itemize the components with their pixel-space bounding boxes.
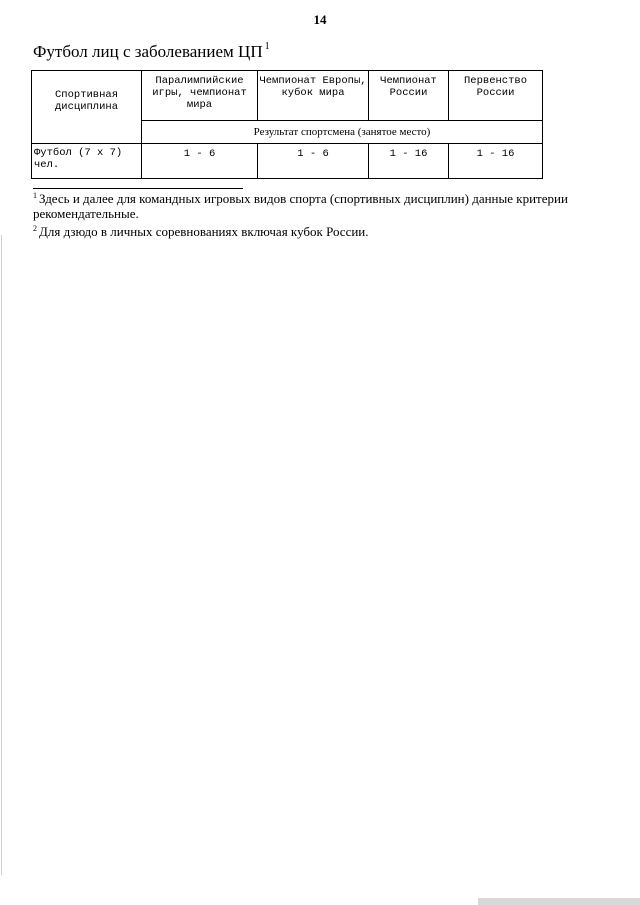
header-paralympic: Паралимпийские игры, чемпионат мира [142, 71, 258, 121]
page-number: 14 [313, 12, 327, 27]
footnotes [33, 188, 573, 239]
header-russia-championship: Чемпионат России [369, 71, 449, 121]
footnote-1 [33, 188, 573, 221]
footnote-2-text: Для дзюдо в личных соревнованиях включая кубок России. [39, 224, 369, 239]
footnote-2 [33, 221, 573, 239]
header-european: Чемпионат Европы, кубок мира [258, 71, 369, 121]
subheader-result: Результат спортсмена (занятое место) [142, 121, 543, 144]
results-table [31, 70, 543, 179]
header-russia-first: Первенство России [449, 71, 543, 121]
cell-discipline: Футбол (7 х 7) чел. [32, 144, 142, 179]
footnote-1-ref: 1 [33, 191, 37, 200]
table-row [32, 144, 543, 179]
scan-corner-mark [478, 898, 640, 905]
cell-russia-first: 1 - 16 [449, 144, 543, 179]
section-title-text: Футбол лиц с заболеванием ЦП [33, 42, 263, 61]
header-discipline: Спортивная дисциплина [32, 71, 142, 144]
footnote-1-text: Здесь и далее для командных игровых видов спорта (спортивных дисциплин) данные критерии рекомендательные. [33, 191, 568, 221]
cell-paralympic: 1 - 6 [142, 144, 258, 179]
table-header-row [32, 71, 543, 121]
footnote-2-ref: 2 [33, 224, 37, 233]
scan-edge-mark [1, 235, 2, 875]
cell-european: 1 - 6 [258, 144, 369, 179]
cell-russia-championship: 1 - 16 [369, 144, 449, 179]
section-title-footnote-ref: 1 [264, 41, 270, 52]
section-title [33, 41, 270, 62]
